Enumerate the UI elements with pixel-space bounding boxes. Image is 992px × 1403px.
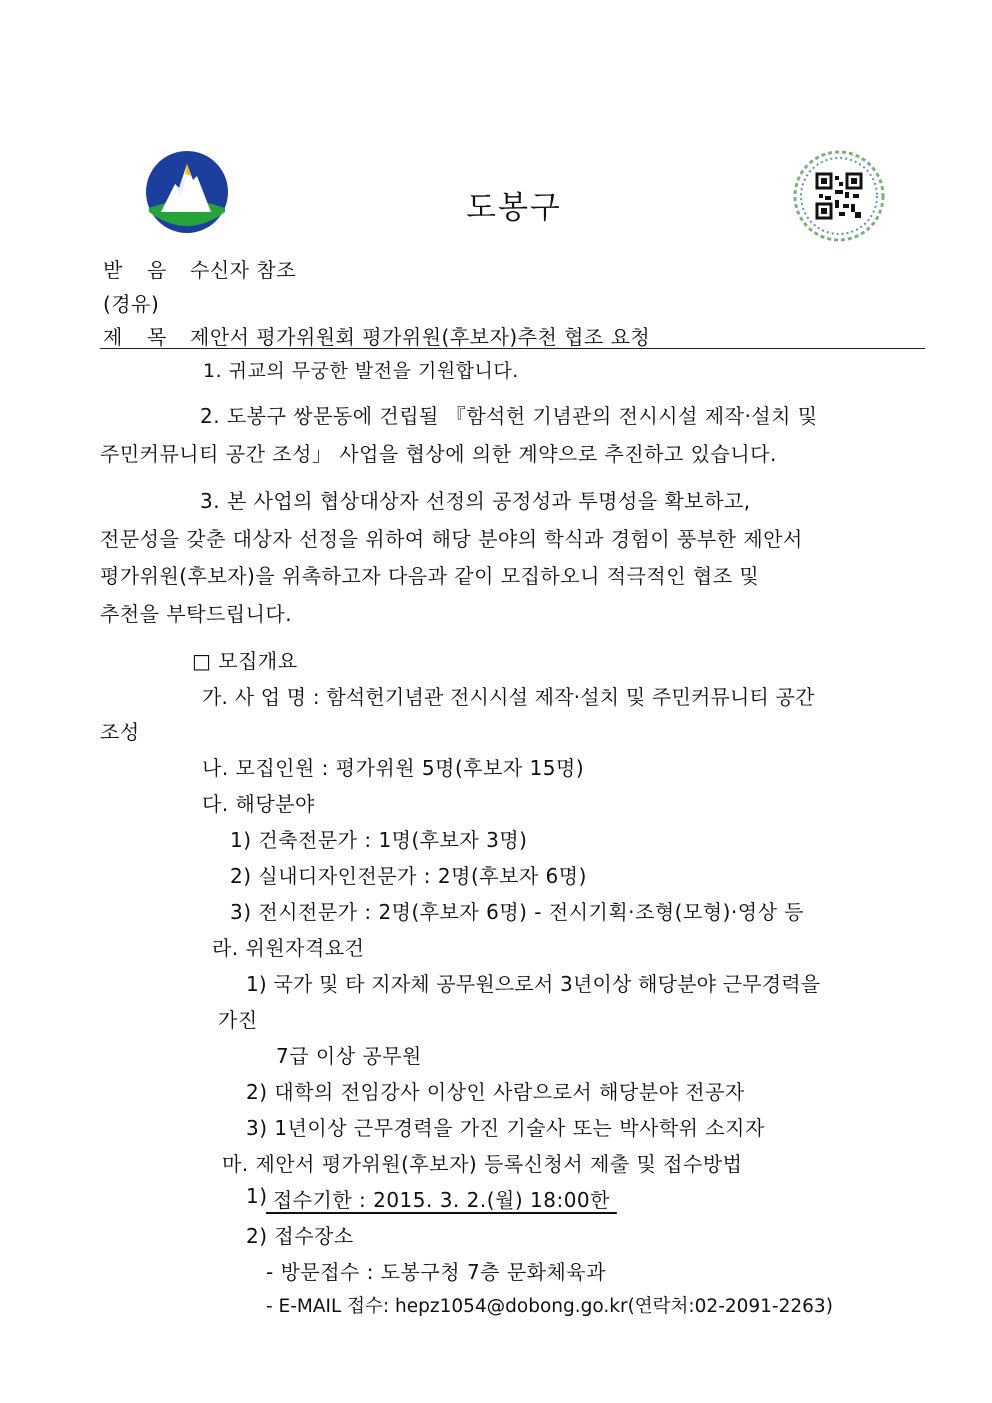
- ra-item-3: 3) 1년이상 근무경력을 가진 기술사 또는 박사학위 소지자: [246, 1116, 765, 1140]
- ma-item-1-number: 1): [246, 1184, 268, 1208]
- paragraph-2-line-1: 2. 도봉구 쌍문동에 건립될 『함석헌 기념관의 전시시설 제작·설치 및: [200, 404, 818, 428]
- via-label: (경유): [103, 292, 160, 316]
- paragraph-2-line-2: 주민커뮤니티 공간 조성」 사업을 협상에 의한 계약으로 추진하고 있습니다.: [100, 442, 777, 466]
- ma-item-2: 2) 접수장소: [246, 1224, 354, 1248]
- da-item-3: 3) 전시전문가 : 2명(후보자 6명) - 전시기획·조형(모형)·영상 등: [230, 900, 805, 924]
- paragraph-3-line-4: 추천을 부탁드립니다.: [100, 602, 293, 626]
- ma-email: - E-MAIL 접수: hepz1054@dobong.go.kr(연락처:02-2091-2263): [266, 1296, 833, 1317]
- recipient-label: 받 음: [103, 258, 171, 282]
- ra-item-1-line-3: 7급 이상 공무원: [276, 1044, 422, 1068]
- paragraph-3-line-1: 3. 본 사업의 협상대상자 선정의 공정성과 투명성을 확보하고,: [200, 489, 751, 513]
- recipient-value: 수신자 참조: [190, 258, 296, 282]
- subject-label: 제 목: [103, 325, 171, 349]
- outline-heading: □ 모집개요: [192, 649, 298, 673]
- subject-divider: [100, 348, 925, 349]
- outline-ga-line-1: 가. 사 업 명 : 함석헌기념관 전시시설 제작·설치 및 주민커뮤니티 공간: [202, 685, 815, 709]
- dobong-logo-icon: [145, 150, 229, 234]
- da-item-1: 1) 건축전문가 : 1명(후보자 3명): [230, 828, 528, 852]
- ma-visit: - 방문접수 : 도봉구청 7층 문화체육과: [266, 1260, 606, 1284]
- ra-item-2: 2) 대학의 전임강사 이상인 사람으로서 해당분야 전공자: [246, 1080, 745, 1104]
- da-item-2: 2) 실내디자인전문가 : 2명(후보자 6명): [230, 864, 587, 888]
- outline-ga-line-2: 조성: [100, 720, 140, 744]
- ra-item-1-line-2: 가진: [218, 1008, 258, 1032]
- paragraph-3-line-3: 평가위원(후보자)을 위촉하고자 다음과 같이 모집하오니 적극적인 협조 및: [100, 564, 760, 588]
- ma-item-1-deadline: 접수기한 : 2015. 3. 2.(월) 18:00한: [266, 1188, 617, 1212]
- ra-item-1-line-1: 1) 국가 및 타 지자체 공무원으로서 3년이상 해당분야 근무경력을: [246, 972, 821, 996]
- qr-seal-icon: [793, 150, 885, 242]
- outline-da: 다. 해당분야: [202, 792, 315, 816]
- outline-ra: 라. 위원자격요건: [212, 936, 365, 960]
- outline-ma: 마. 제안서 평가위원(후보자) 등록신청서 제출 및 접수방법: [222, 1152, 743, 1176]
- subject-value: 제안서 평가위원회 평가위원(후보자)추천 협조 요청: [190, 325, 651, 349]
- paragraph-3-line-2: 전문성을 갖춘 대상자 선정을 위하여 해당 분야의 학식과 경험이 풍부한 제안서: [100, 527, 803, 551]
- paragraph-1: 1. 귀교의 무궁한 발전을 기원합니다.: [203, 360, 519, 382]
- org-title: 도봉구: [466, 190, 562, 226]
- outline-na: 나. 모집인원 : 평가위원 5명(후보자 15명): [202, 756, 585, 780]
